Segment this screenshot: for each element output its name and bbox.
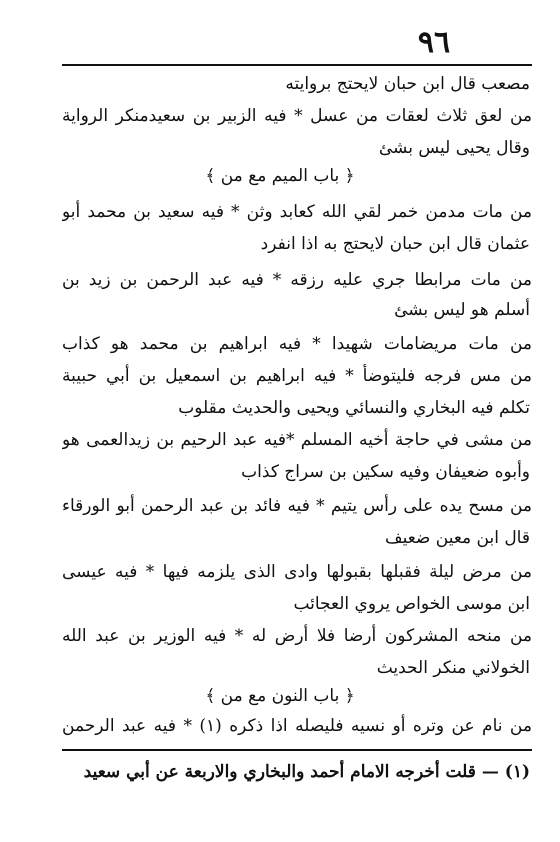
section-heading: ﴿ باب الميم مع من ﴾ bbox=[205, 166, 355, 186]
text-line: مصعب قال ابن حبان لايحتج بروايته bbox=[285, 74, 530, 94]
section-heading: ﴿ باب النون مع من ﴾ bbox=[205, 686, 355, 706]
footnote: (١) — قلت أخرجه الامام أحمد والبخاري والاربعة عن أبي سعيد bbox=[83, 762, 530, 782]
text-line: عثمان قال ابن حبان لايحتج به اذا انفرد bbox=[260, 234, 530, 254]
header-rule bbox=[62, 64, 532, 66]
text-line: من نام عن وتره أو نسيه فليصله اذا ذكره (١) * فيه عبد الرحمن bbox=[62, 716, 532, 736]
text-line: قال ابن معين ضعيف bbox=[384, 528, 530, 548]
text-line: أسلم هو ليس بشئ bbox=[394, 300, 530, 320]
text-line: من مسح يده على رأس يتيم * فيه فائد بن عبد الرحمن أبو الورقاء bbox=[62, 496, 532, 516]
text-line: من منحه المشركون أرضا فلا أرض له * فيه الوزير بن عبد الله bbox=[62, 626, 532, 646]
text-line: من مات مدمن خمر لقي الله كعابد وثن * فيه سعيد بن محمد أبو bbox=[62, 202, 532, 222]
text-line: الخولاني منكر الحديث bbox=[376, 658, 530, 678]
page-number: ٩٦ bbox=[417, 25, 451, 60]
text-line: من مات مرابطا جري عليه رزقه * فيه عبد الرحمن بن زيد بن bbox=[62, 270, 532, 290]
text-line: من مس فرجه فليتوضأ * فيه ابراهيم بن اسمعيل بن أبي حبيبة bbox=[62, 366, 532, 386]
text-line: ابن موسى الخواص يروي العجائب bbox=[293, 594, 530, 614]
text-line: من مات مريضامات شهيدا * فيه ابراهيم بن محمد هو كذاب bbox=[62, 334, 532, 354]
text-line: وقال يحيى ليس بشئ bbox=[378, 138, 530, 158]
text-line: تكلم فيه البخاري والنسائي ويحيى والحديث مقلوب bbox=[178, 398, 530, 418]
text-line: من مشى في حاجة أخيه المسلم *فيه عبد الرحيم بن زيدالعمى هو bbox=[62, 430, 532, 450]
text-line: من لعق ثلاث لعقات من عسل * فيه الزبير بن سعيدمنكر الرواية bbox=[62, 106, 532, 126]
footnote-rule bbox=[62, 749, 532, 751]
text-line: من مرض ليلة فقبلها بقبولها وادى الذى يلزمه فيها * فيه عيسى bbox=[62, 562, 532, 582]
text-line: وأبوه ضعيفان وفيه سكين بن سراج كذاب bbox=[241, 462, 530, 482]
